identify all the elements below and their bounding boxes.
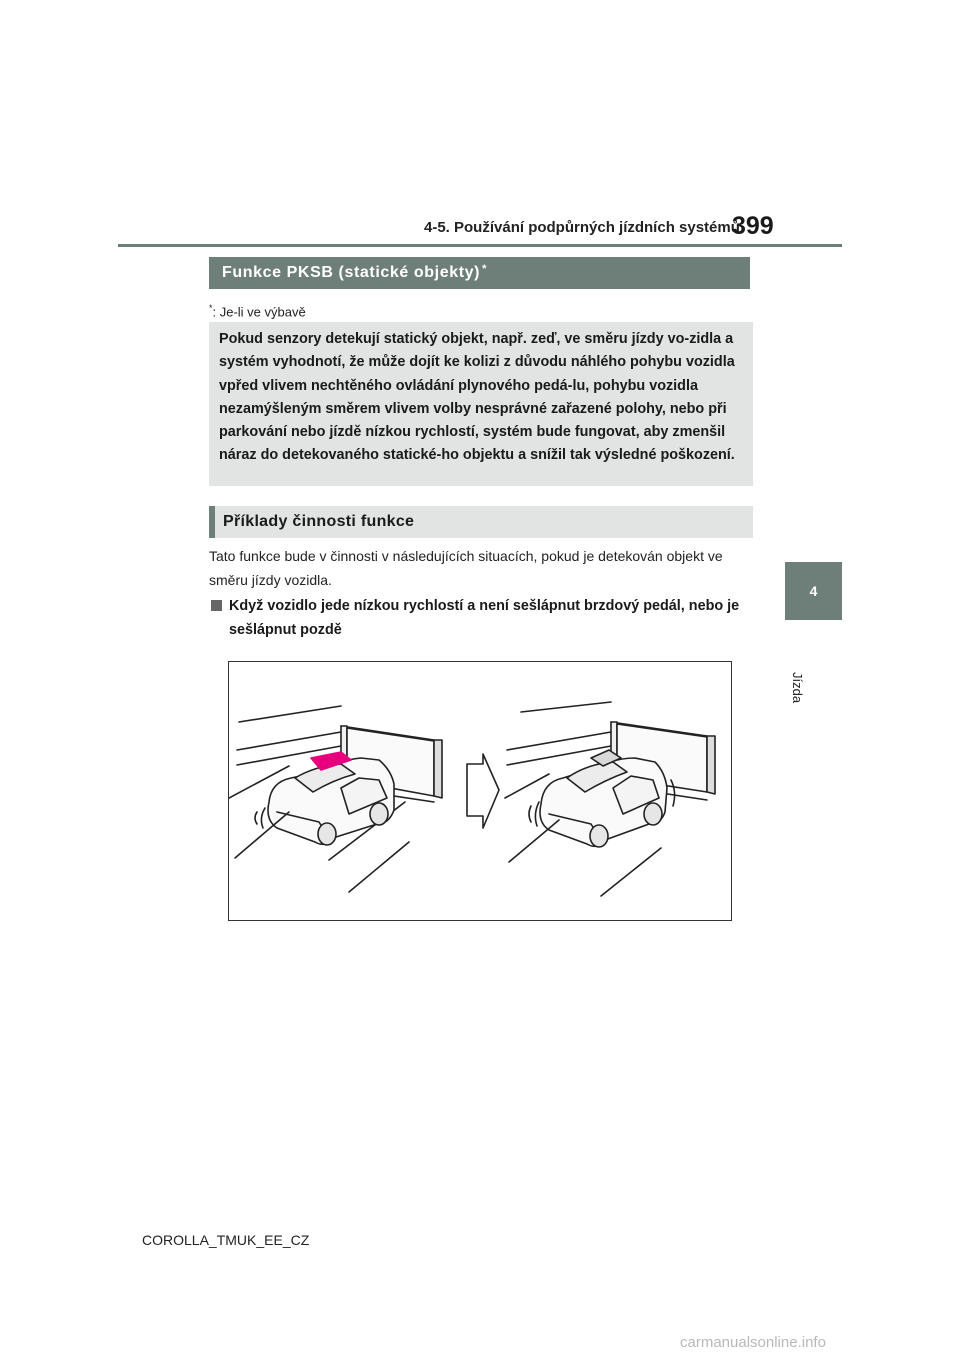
watermark: carmanualsonline.info: [680, 1334, 826, 1351]
illustration: [228, 661, 732, 921]
main-heading-text: Funkce PKSB (statické objekty): [222, 264, 481, 281]
sub-heading-text: Příklady činnosti funkce: [223, 513, 415, 530]
sub-heading: [209, 506, 753, 538]
info-box-text: Pokud senzory detekují statický objekt, např. zeď, ve směru jízdy vo-zidla a systém vyhodnotí, že může dojít ke kolizi z důvodu náhlého pohybu vozidla vpřed vlivem nechtěného ovládání plynového pedá-lu, pohybu vozidla nezamýšleným směrem vlivem volby nesprávné zařazené polohy, nebo při parkování nebo jízdě nízkou rychlostí, systém bude fungovat, aby zmenšil náraz do detekovaného statické-ho objektu a snížil tak výsledné poškození.: [219, 331, 735, 464]
arrow-right-icon: [467, 754, 499, 828]
chapter-tab[interactable]: [785, 562, 842, 620]
bullet-item: [209, 594, 753, 642]
page-number: 399: [732, 212, 774, 240]
footnote-mark: *: [209, 303, 213, 313]
chapter-label-container: [785, 630, 842, 704]
chapter-number: 4: [809, 583, 818, 599]
main-heading: [209, 257, 750, 289]
illustration-svg: [229, 662, 731, 920]
bullet-square-icon: [211, 600, 222, 611]
bullet-text: Když vozidlo jede nízkou rychlostí a není sešlápnut brzdový pedál, nebo je sešlápnut pozdě: [229, 598, 740, 638]
chapter-label: Jízda: [790, 672, 805, 704]
main-heading-footnote-mark: *: [482, 263, 487, 275]
info-box: [209, 322, 753, 486]
footer-code: COROLLA_TMUK_EE_CZ: [142, 1232, 310, 1248]
footnote-text: : Je-li ve výbavě: [212, 304, 306, 320]
section-title: 4-5. Používání podpůrných jízdních systémů: [424, 219, 740, 236]
car-icon: [529, 758, 675, 847]
body-paragraph: Tato funkce bude v činnosti v následujících situacích, pokud je detekován objekt ve směru jízdy vozidla.: [209, 548, 723, 588]
footnote: [209, 303, 306, 319]
car-icon: [255, 758, 394, 845]
header-divider: [118, 244, 842, 247]
